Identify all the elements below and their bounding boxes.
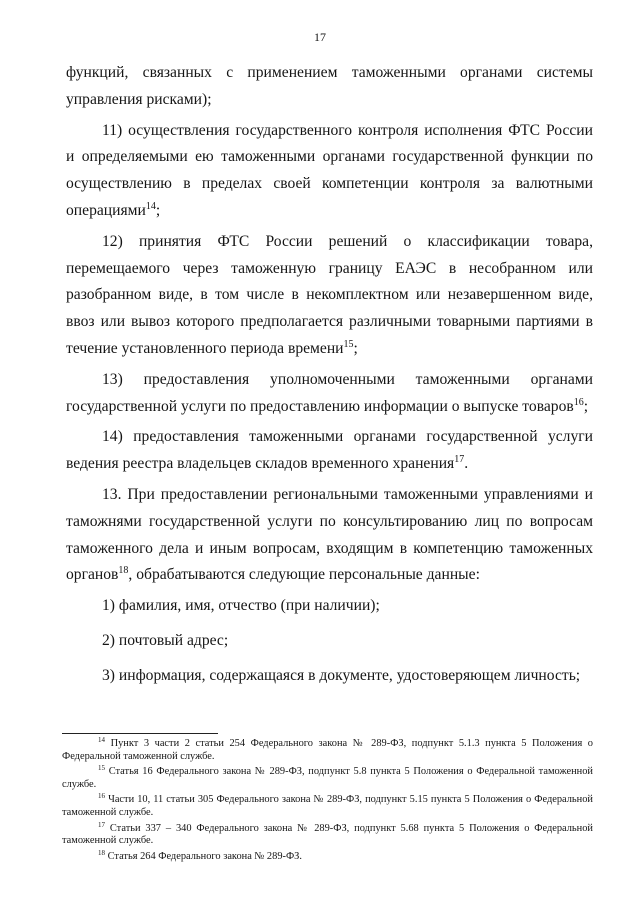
footnote-15: $^{15}$ Статья 16 Федерального закона № 289-ФЗ, подпункт 5.8 пункта 5 Положения о Федеральной таможенной службе. [62,764,593,790]
footnote-16: $^{16}$ Части 10, 11 статьи 305 Федерального закона № 289-ФЗ, подпункт 5.15 пункта 5 Положения о Федеральной таможенной службе. [62,792,593,818]
list-item-12: 12) принятия ФТС России решений о классификации товара, перемещаемого через таможенную границу ЕАЭС в несобранном или разобранном виде, в том числе в некомплектном или незавершенном виде, ввоз или вывоз которого предполагается различными товарными партиями в течение установленного периода времени$^{15}$; [66,232,593,357]
list-item-11: 11) осуществления государственного контроля исполнения ФТС России и определяемыми ею таможенными органами государственной функции по осуществлению в пределах своей компетенции контроля за валютными операциями$^{14}$; [66,121,593,219]
section-13: 13. При предоставлении региональными таможенными управлениями и таможнями государственной услуги по консультированию лиц по вопросам таможенного дела и иным вопросам, входящим в компетенцию таможенных органов$^{18}$, обрабатываются следующие персональные данные: [66,485,593,584]
list-item-14: 14) предоставления таможенными органами государственной услуги ведения реестра владельцев складов временного хранения$^{17}$. [66,428,593,473]
list-item-13: 13) предоставления уполномоченными таможенными органами государственной услуги по предоставлению информации о выпуске товаров$^{16}$; [66,370,593,415]
data-item-1: 1) фамилия, имя, отчество (при наличии); [102,597,380,615]
paragraph-continuation: функций, связанных с применением таможенными органами системы управления рисками); [66,64,593,108]
page-number: 17 [314,30,326,44]
footnote-14: $^{14}$ Пункт 3 части 2 статьи 254 Федерального закона № 289-ФЗ, подпункт 5.1.3 пункта 5 Положения о Федеральной таможенной службе. [62,736,593,762]
data-item-3: 3) информация, содержащаяся в документе, удостоверяющем личность; [102,666,581,684]
data-item-2: 2) почтовый адрес; [102,631,229,649]
footnote-ref[interactable]: 15 [343,338,354,350]
footnote-ref[interactable]: 14 [145,200,156,212]
footnote-17: $^{17}$ Статьи 337 – 340 Федерального закона № 289-ФЗ, подпункт 5.68 пункта 5 Положения о Федеральной таможенной службе. [62,820,593,847]
footnotes [62,738,593,866]
document-body [66,60,593,698]
footnote-18: $^{18}$ Статья 264 Федерального закона № 289-ФЗ. [98,848,302,862]
footnote-separator [62,733,218,734]
footnote-ref[interactable]: 18 [118,565,129,577]
footnote-ref[interactable]: 16 [573,396,584,408]
footnote-ref[interactable]: 17 [454,454,465,466]
